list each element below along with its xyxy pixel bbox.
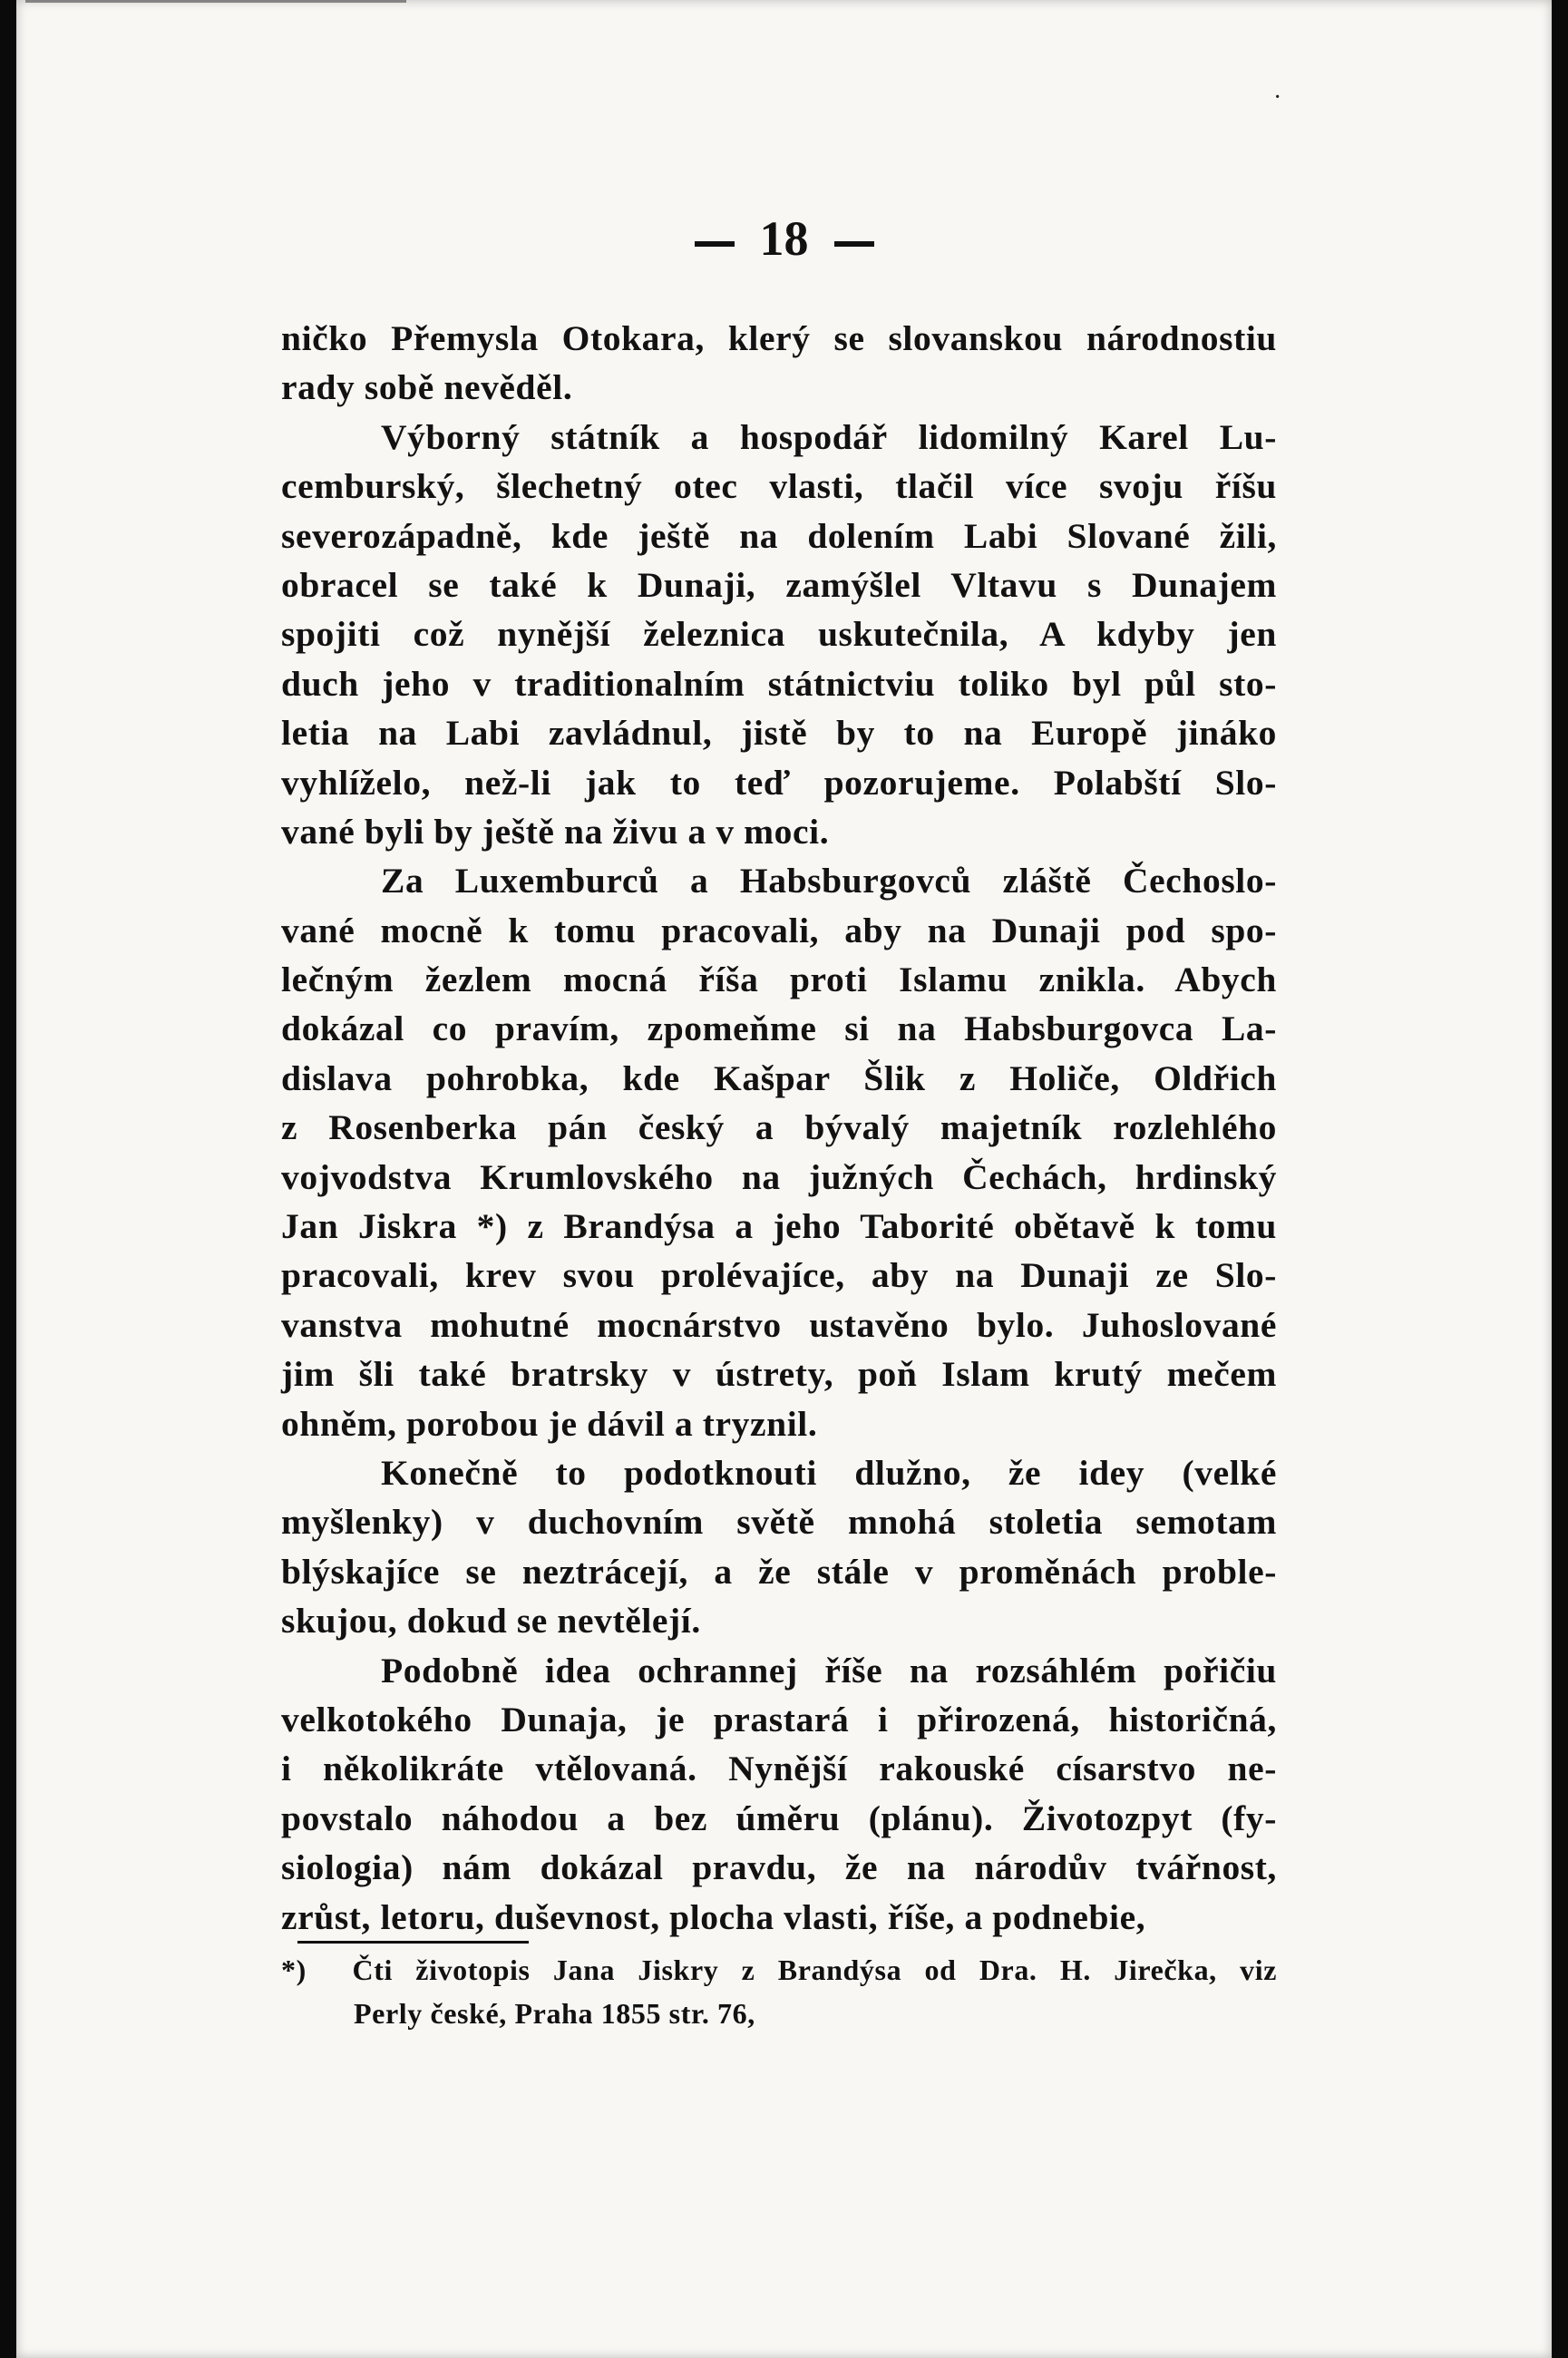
page-number-header [16,210,1552,267]
text-line: povstalo náhodou a bez úměru (plánu). Životozpyt (fy- [281,1798,1277,1838]
text-line: lečným žezlem mocná říša proti Islamu znikla. Abych [281,960,1277,1000]
text-line: severozápadně, kde ještě na dolením Labi Slované žili, [281,515,1277,556]
text-line: Jan Jiskra *) z Brandýsa a jeho Taborité obětavě k tomu [281,1206,1277,1247]
text-line: z Rosenberka pán český a bývalý majetník rozlehlého [281,1107,1277,1148]
text-line: vané byli by ještě na živu a v moci. [281,811,830,852]
text-line: i několikráte vtělovaná. Nynější rakouské císarstvo ne- [281,1749,1277,1789]
text-line: zrůst, letoru, duševnost, plocha vlasti, říše, a podnebie, [281,1896,1146,1937]
text-line: jim šli také bratrsky v ústrety, poň Islam krutý mečem [281,1354,1277,1395]
body-text [281,314,1277,1942]
text-line: cemburský, šlechetný otec vlasti, tlačil více svoju říšu [281,466,1277,507]
text-line: ohněm, porobou je dávil a tryznil. [281,1403,818,1444]
text-line: velkotokého Dunaja, je prastará i přirozená, historičná, [281,1699,1277,1739]
text-line: obracel se také k Dunaji, zamýšlel Vltavu s Dunajem [281,564,1277,605]
book-page [16,0,1552,2358]
right-dash [834,241,874,247]
text-line: vyhlíželo, než-li jak to teď pozorujeme. Polabští Slo- [281,762,1277,803]
text-line: Výborný státník a hospodář lidomilný Karel Lu- [381,416,1277,457]
page-edge-line [25,0,406,15]
text-line: siologia) nám dokázal pravdu, že na národův tvářnost, [281,1847,1277,1888]
text-line: dokázal co pravím, zpomeňme si na Habsburgovca La- [281,1008,1277,1049]
text-line: letia na Labi zavládnul, jistě by to na Europě jináko [281,713,1277,754]
text-line: Podobně idea ochrannej říše na rozsáhlém pořičiu [381,1650,1277,1691]
text-line: vojvodstva Krumlovského na južných Čechách, hrdinský [281,1156,1277,1197]
text-line: skujou, dokud se nevtělejí. [281,1601,701,1642]
text-line: duch jeho v traditionalním státnictviu toliko byl půl sto- [281,663,1277,704]
text-line: vanstva mohutné mocnárstvo ustavěno bylo. Juhoslované [281,1304,1277,1345]
text-line: spojiti což nynější železnica uskutečnila, A kdyby jen [281,614,1277,655]
footnote-rule [297,1941,529,1944]
footnote [281,1948,1277,2035]
text-line: pracovali, krev svou prolévajíce, aby na Dunaji ze Slo- [281,1255,1277,1296]
text-line: Za Luxemburců a Habsburgovců zláště Čechoslo- [381,861,1277,901]
text-line: blýskajíce se neztrácejí, a že stále v proměnách proble- [281,1551,1277,1592]
left-dash [695,241,735,247]
text-line: Konečně to podotknouti dlužno, že idey (velké [381,1452,1277,1493]
text-line: dislava pohrobka, kde Kašpar Šlik z Holiče, Oldřich [281,1057,1277,1098]
speck-mark: · [1273,83,1282,112]
text-line: ničko Přemysla Otokara, klerý se slovanskou národnostiu [281,318,1277,358]
text-line: vané mocně k tomu pracovali, aby na Dunaji pod spo- [281,910,1277,950]
footnote-text-1: Čti životopis Jana Jiskry z Brandýsa od Dra. H. Jirečka, viz [352,1954,1277,1986]
text-line: rady sobě nevěděl. [281,367,573,408]
footnote-marker: *) [281,1954,307,1986]
footnote-line-1 [281,1948,1277,1992]
page-number: 18 [759,211,809,266]
text-line: myšlenky) v duchovním světě mnohá stoletia semotam [281,1502,1277,1543]
footnote-line-2: Perly české, Praha 1855 str. 76, [354,1997,755,2030]
